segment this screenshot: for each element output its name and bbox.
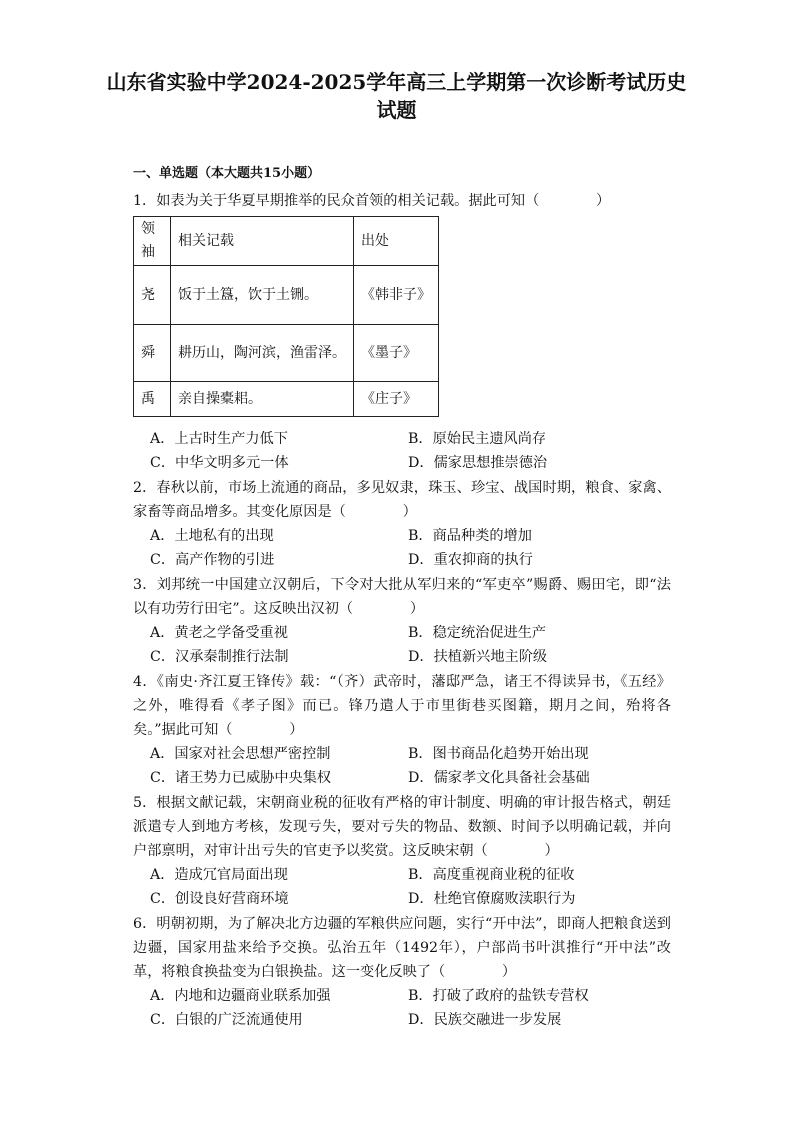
table-cell: 《墨子》: [354, 325, 439, 382]
table-header-cell: 领袖: [134, 217, 171, 266]
table-row: [134, 382, 439, 417]
option-b[interactable]: B．图书商品化趋势开始出现: [408, 746, 589, 762]
option-d[interactable]: D．重农抑商的执行: [408, 552, 533, 568]
option-b[interactable]: B．打破了政府的盐铁专营权: [408, 988, 589, 1004]
table-header-row: [134, 217, 439, 266]
option-a[interactable]: A．造成冗官局面出现: [150, 867, 288, 883]
question-4: [133, 670, 671, 742]
page-title: 山东省实验中学2024-2025学年高三上学期第一次诊断考试历史试题: [106, 70, 687, 122]
question-5: [133, 791, 671, 863]
option-d[interactable]: D．杜绝官僚腐败渎职行为: [408, 891, 576, 907]
table-cell: 《庄子》: [354, 382, 439, 417]
option-d[interactable]: D．民族交融进一步发展: [408, 1012, 562, 1028]
table-row: [134, 325, 439, 382]
option-a[interactable]: A．土地私有的出现: [150, 528, 274, 544]
option-b[interactable]: B．商品种类的增加: [408, 528, 532, 544]
option-a[interactable]: A．上古时生产力低下: [150, 431, 288, 447]
table-cell: 舜: [134, 325, 171, 382]
section-heading: 一、单选题（本大题共15小题）: [133, 166, 321, 181]
table-cell: 禹: [134, 382, 171, 417]
option-c[interactable]: C．高产作物的引进: [150, 552, 275, 568]
question-stem: 4．《南史·齐江夏王锋传》载：“（齐）武帝时，藩邸严急，诸王不得读异书，《五经》之外，唯得看《孝子图》而已。锋乃遣人于市里街巷买图籍，期月之间，殆将各矣。”据此可知（ ）: [133, 674, 671, 738]
question-stem: 1．如表为关于华夏早期推举的民众首领的相关记载。据此可知（ ）: [133, 193, 611, 209]
question-stem: 6．明朝初期，为了解决北方边疆的军粮供应问题，实行“开中法”，即商人把粮食送到边疆，国家用盐来给予交换。弘治五年（1492年），户部尚书叶淇推行“开中法”改革，将粮食换盐变为白银换盐。这一变化反映了（ ）: [133, 916, 671, 980]
table-cell: 《韩非子》: [354, 266, 439, 325]
table-header-cell: 出处: [354, 217, 439, 266]
option-c[interactable]: C．汉承秦制推行法制: [150, 649, 289, 665]
option-b[interactable]: B．原始民主遗风尚存: [408, 431, 547, 447]
table-cell: 耕历山，陶河滨，渔雷泽。: [171, 325, 354, 382]
question-6: [133, 912, 671, 984]
option-c[interactable]: C．创设良好营商环境: [150, 891, 289, 907]
table-header-cell: 相关记载: [171, 217, 354, 266]
option-c[interactable]: C．中华文明多元一体: [150, 455, 289, 471]
question-stem: 3．刘邦统一中国建立汉朝后，下令对大批从军归来的“军吏卒”赐爵、赐田宅，即“法以有功劳行田宅”。这反映出汉初（ ）: [133, 577, 671, 617]
option-a[interactable]: A．黄老之学备受重视: [150, 625, 288, 641]
question-2: [133, 476, 671, 524]
option-b[interactable]: B．高度重视商业税的征收: [408, 867, 575, 883]
table-cell: 尧: [134, 266, 171, 325]
question-stem: 5．根据文献记载，宋朝商业税的征收有严格的审计制度、明确的审计报告格式，朝廷派遣专人到地方考核，发现亏失，要对亏失的物品、数额、时间予以明确记载，并向户部禀明，对审计出亏失的官吏予以奖赏。这反映宋朝（ ）: [133, 795, 671, 859]
question-3: [133, 573, 671, 621]
question-stem: 2．春秋以前，市场上流通的商品，多见奴隶，珠玉、珍宝、战国时期，粮食、家禽、家畜等商品增多。其变化原因是（ ）: [133, 480, 671, 520]
option-d[interactable]: D．扶植新兴地主阶级: [408, 649, 548, 665]
option-b[interactable]: B．稳定统治促进生产: [408, 625, 547, 641]
option-d[interactable]: D．儒家思想推崇德治: [408, 455, 548, 471]
table-cell: 饭于土簋，饮于土铏。: [171, 266, 354, 325]
table-row: [134, 266, 439, 325]
question-1: [133, 189, 671, 213]
option-a[interactable]: A．内地和边疆商业联系加强: [150, 988, 331, 1004]
option-a[interactable]: A．国家对社会思想严密控制: [150, 746, 331, 762]
records-table: [133, 216, 439, 417]
table-cell: 亲自操橐耜。: [171, 382, 354, 417]
option-c[interactable]: C．白银的广泛流通使用: [150, 1012, 303, 1028]
option-c[interactable]: C．诸王势力已威胁中央集权: [150, 770, 332, 786]
option-d[interactable]: D．儒家孝文化具备社会基础: [408, 770, 590, 786]
